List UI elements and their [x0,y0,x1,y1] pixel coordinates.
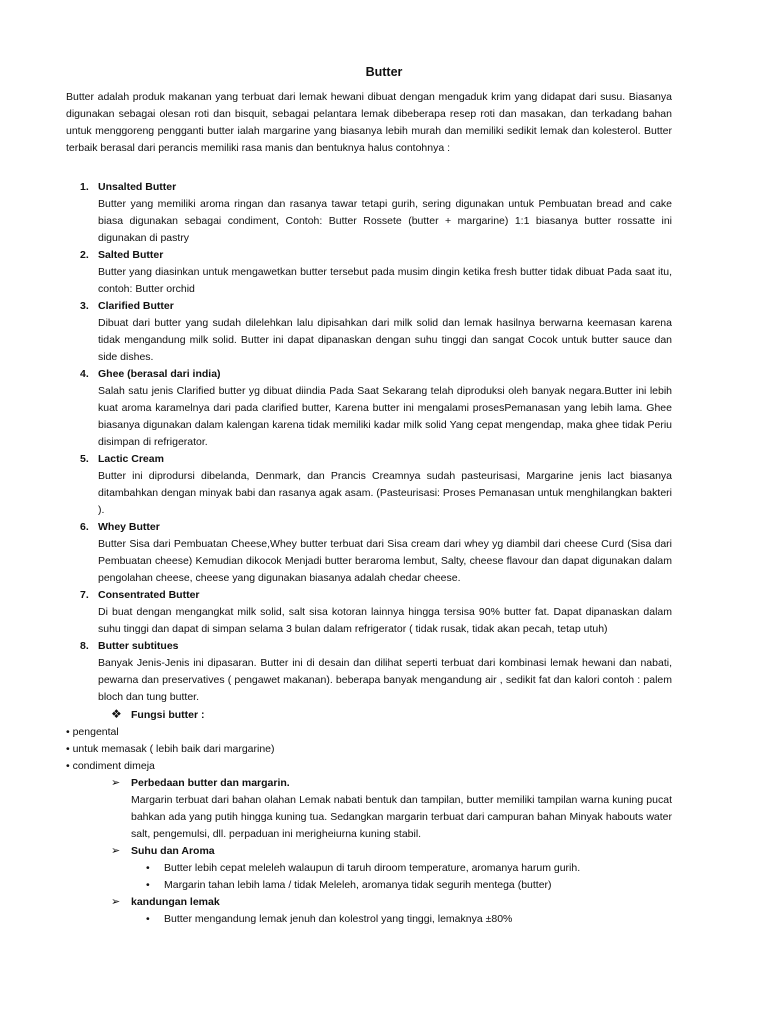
bullet-text: Butter mengandung lemak jenuh dan kolestrol yang tinggi, lemaknya ±80% [164,913,513,925]
intro-paragraph: Butter adalah produk makanan yang terbuat dari lemak hewani dibuat dengan mengaduk krim yang didapat dari susu. Biasanya digunakan sebagai olesan roti dan bisquit, sebagai pelantara lemak dibeberapa resep roti dan masakan, dan terkadang bahan untuk menggoreng pengganti butter ialah margarine yang biasanya lebih murah dan memiliki sedikit lemak dan kolesterol. Butter terbaik berasal dari perancis memiliki rasa manis dan bentuknya halus contohnya : [66,91,672,154]
list-item [66,587,672,638]
arrow-bullet-icon: ➢ [111,845,121,857]
list-item [66,366,672,451]
item-number: 8. [80,640,89,652]
bullet-item [146,911,672,928]
bullet-item [146,877,672,894]
fungsi-bullet: • untuk memasak ( lebih baik dari margarine) [66,743,275,755]
subsection-kandungan-lemak [66,894,672,928]
item-number: 6. [80,521,89,533]
arrow-bullet-icon: ➢ [111,896,121,908]
item-description: Banyak Jenis-Jenis ini dipasaran. Butter ini di desain dan dilihat seperti terbuat dari kombinasi lemak hewani dan nabati, pewarna dan preservatives ( pengawet makanan). beberapa banyak mengandung air , sedikit fat dan kalori contoh : palem bloch dan tung butter. [98,657,672,703]
list-item [66,519,672,587]
item-description: Dibuat dari butter yang sudah dilelehkan lalu dipisahkan dari milk solid dan lemak hasilnya berwarna keemasan karena tidak mengandung milk solid. Butter ini dapat dipanaskan dengan suhu tinggi dan sangat Cocok untuk butter sauce dan side dishes. [98,317,672,363]
bullet-dot-icon: • [146,879,150,891]
item-number: 1. [80,181,89,193]
item-number: 3. [80,300,89,312]
arrow-bullet-icon: ➢ [111,777,121,789]
item-number: 5. [80,453,89,465]
subsection-title: Perbedaan butter dan margarin. [131,777,290,789]
subsection-title: kandungan lemak [131,896,220,908]
bullet-text: Margarin tahan lebih lama / tidak Meleleh, aromanya tidak segurih mentega (butter) [164,879,552,891]
item-description: Di buat dengan mengangkat milk solid, salt sisa kotoran lainnya hingga tersisa 90% butter fat. Dapat dipanaskan dalam suhu tinggi dan dapat di simpan selama 3 bulan dalam refrigerator ( tidak rusak, tidak akan pecah, tetap utuh) [98,606,672,635]
list-item [66,298,672,366]
bullet-text: Butter lebih cepat meleleh walaupun di taruh diroom temperature, aromanya harum gurih. [164,862,581,874]
item-number: 7. [80,589,89,601]
item-title: Consentrated Butter [98,589,200,601]
item-description: Butter Sisa dari Pembuatan Cheese,Whey butter terbuat dari Sisa cream dari whey yg diambil dari cheese Curd (Sisa dari Pembuatan cheese) Kemudian dikocok Menjadi butter beraroma lembut, Salty, cheese flavour dan dapat digunakan dalam pengolahan cheese, cheese yang digunakan biasanya adalah chedar cheese. [98,538,672,584]
bullet-item [146,860,672,877]
subsection-description: Margarin terbuat dari bahan olahan Lemak nabati bentuk dan tampilan, butter memiliki tampilan warna kuning pucat bahkan ada yang putih hingga kuning tua. Sedangkan margarin terbuat dari campuran bahan Minyak habouts water salt, pengemulsi, dll. perpaduan ini merigheiurna kuning stabil. [131,794,672,840]
item-description: Butter yang memiliki aroma ringan dan rasanya tawar tetapi gurih, sering digunakan untuk Pembuatan bread and cake biasa digunakan sebagai condiment, Contoh: Butter Rossete (butter + margarine) 1:1 biasanya butter rossatte ini digunakan di pastry [98,198,672,244]
bullet-dot-icon: • [146,913,150,925]
item-description: Butter ini diprodursi dibelanda, Denmark, dan Prancis Creamnya sudah pasteurisasi, Margarine jenis lact biasanya ditambahkan dengan minyak babi dan rasanya agak asam. (Pasteurisasi: Proses Pemanasan untuk menghilangkan bakteri ). [98,470,672,516]
bullet-dot-icon: • [146,862,150,874]
item-title: Salted Butter [98,249,164,261]
item-description: Salah satu jenis Clarified butter yg dibuat diindia Pada Saat Sekarang telah diproduksi oleh banyak negara.Butter ini lebih kuat aroma karamelnya dari pada clarified butter, Karena butter ini mengalami prosesPemanasan yang lebih lama. Ghee biasanya digunakan dalam kalengan karena tidak memiliki kadar milk solid Yang cepat mengendap, maka ghee tidak Periu disimpan di refrigerator. [98,385,672,448]
item-number: 4. [80,368,89,380]
subsection-suhu-aroma [66,843,672,894]
list-item [66,247,672,298]
page-title: Butter [365,65,403,79]
item-title: Ghee (berasal dari india) [98,368,221,380]
item-description: Butter yang diasinkan untuk mengawetkan butter tersebut pada musim dingin ketika fresh butter tidak dibuat Pada saat itu, contoh: Butter orchid [98,266,672,295]
fungsi-heading [111,706,672,724]
fungsi-bullet: • pengental [66,726,119,738]
item-title: Whey Butter [98,521,160,533]
butter-types-list [66,179,672,928]
list-item [66,179,672,247]
item-title: Butter subtitues [98,640,179,652]
item-title: Clarified Butter [98,300,174,312]
subsection-title: Suhu dan Aroma [131,845,215,857]
item-number: 2. [80,249,89,261]
diamond-bullet-icon: ❖ [111,707,122,721]
list-item [66,638,672,706]
item-title: Unsalted Butter [98,181,177,193]
list-item [66,451,672,519]
fungsi-title: Fungsi butter : [131,709,205,721]
item-title: Lactic Cream [98,453,164,465]
fungsi-bullet: • condiment dimeja [66,760,155,772]
subsection-perbedaan [66,775,672,843]
